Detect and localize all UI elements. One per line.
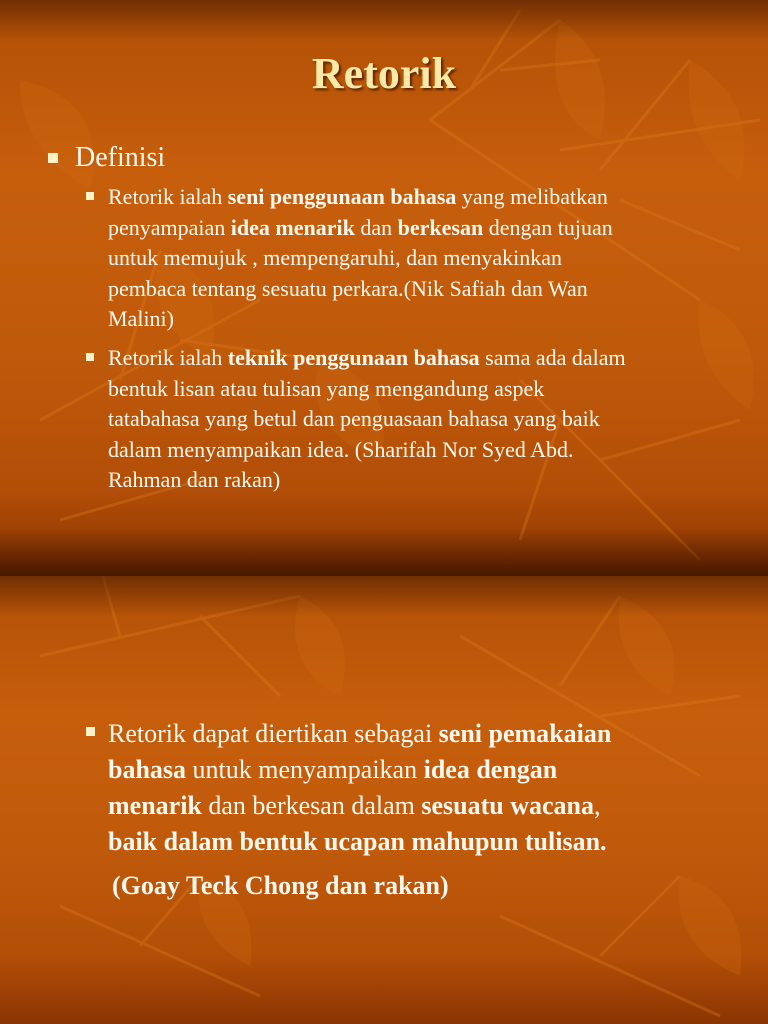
text-run: untuk memujuk , mempengaruhi, dan menyakinkan: [108, 245, 562, 270]
square-bullet-icon: [86, 192, 94, 200]
text-line: [108, 182, 718, 213]
text-run: Retorik ialah: [108, 345, 228, 370]
text-line: [108, 243, 718, 274]
text-run: tatabahasa yang betul dan penguasaan bahasa yang baik: [108, 406, 600, 431]
text-run: Malini): [108, 306, 174, 331]
text-line: [108, 435, 718, 466]
text-run: bentuk lisan atau tulisan yang mengandung aspek: [108, 375, 545, 401]
text-line: [108, 465, 718, 496]
text-run: dan: [354, 214, 398, 240]
text-line: [108, 274, 718, 305]
bold-phrase: idea menarik: [230, 214, 355, 240]
text-run: sama ada dalam: [479, 345, 626, 370]
text-run: dengan tujuan: [483, 214, 613, 240]
text-line: [108, 752, 728, 788]
square-bullet-icon: [86, 727, 95, 736]
bold-phrase: baik dalam bentuk ucapan mahupun tulisan.: [108, 827, 607, 856]
bold-phrase: menarik: [108, 791, 202, 820]
text-line: [108, 374, 718, 405]
slide-title: Retorik: [311, 49, 457, 98]
slide-top-shade: [0, 0, 768, 40]
bold-phrase: bahasa: [108, 755, 187, 784]
text-run: dalam menyampaikan idea. (Sharifah Nor Syed Abd.: [108, 436, 574, 462]
slide2-citation: (Goay Teck Chong dan rakan): [112, 871, 449, 900]
text-run: Rahman dan rakan): [108, 467, 281, 492]
text-line: [108, 304, 718, 335]
text-line: [108, 716, 728, 752]
definition-text-2: [108, 343, 718, 496]
text-line: [108, 343, 718, 374]
bold-phrase: berkesan: [397, 214, 484, 240]
text-run: Retorik ialah: [108, 184, 228, 209]
bold-phrase: idea dengan: [423, 755, 558, 784]
definition-text-1: [108, 182, 718, 335]
square-bullet-icon: [86, 353, 94, 361]
bold-phrase: sesuatu wacana: [421, 791, 594, 820]
slide-top-shade: [0, 576, 768, 616]
text-run: ,: [594, 791, 601, 820]
bold-phrase: seni penggunaan bahasa: [227, 184, 457, 209]
text-run: dan berkesan dalam: [201, 791, 422, 820]
text-line: [108, 213, 718, 244]
text-line: [108, 824, 728, 860]
text-run: penyampaian: [108, 214, 231, 240]
bold-phrase: teknik penggunaan bahasa: [227, 345, 480, 370]
text-run: untuk menyampaikan: [186, 755, 424, 784]
text-run: Retorik dapat diertikan sebagai: [108, 719, 439, 748]
text-line: [108, 788, 728, 824]
slide2-text: [108, 716, 728, 860]
heading-text: Definisi: [75, 142, 166, 173]
bold-phrase: seni pemakaian: [438, 719, 612, 748]
text-line: [108, 404, 718, 435]
text-run: yang melibatkan: [456, 184, 608, 209]
text-run: pembaca tentang sesuatu perkara.(Nik Safiah dan Wan: [108, 275, 588, 301]
square-bullet-icon: [48, 153, 58, 163]
slide-bottom-shade: [0, 528, 768, 576]
